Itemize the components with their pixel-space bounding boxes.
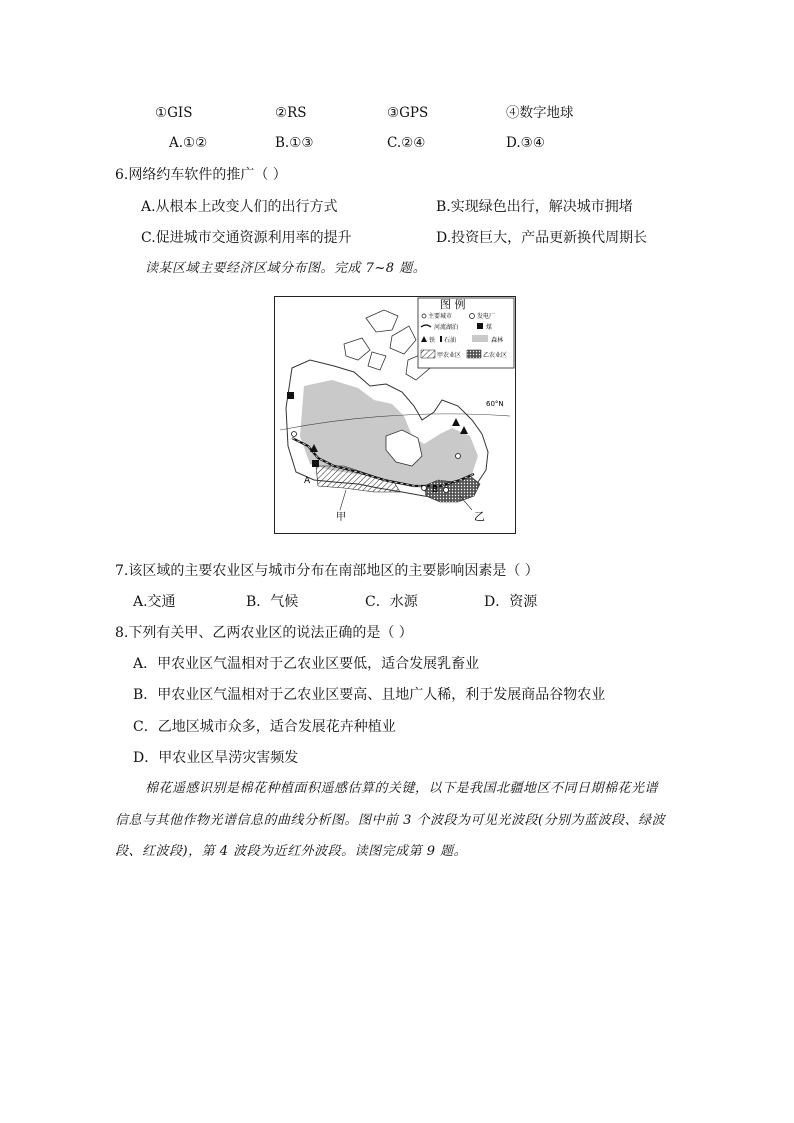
label-b: B xyxy=(432,485,439,495)
svg-text:森林: 森林 xyxy=(491,337,504,344)
q5-option-d: D.③④ xyxy=(506,135,545,151)
svg-text:乙农业区: 乙农业区 xyxy=(483,352,508,359)
q5-item-4: ④数字地球 xyxy=(506,105,574,121)
q6-option-a: A.从根本上改变人们的出行方式 xyxy=(141,199,338,215)
svg-text:河流湖泊: 河流湖泊 xyxy=(434,324,459,331)
q8-option-d: D．甲农业区旱涝灾害频发 xyxy=(133,750,299,766)
intro-7-8: 读某区域主要经济区域分布图。完成 7~8 题。 xyxy=(145,261,427,276)
coal-symbol xyxy=(287,392,294,399)
q5-option-b: B.①③ xyxy=(275,135,314,151)
q5-item-2: ②RS xyxy=(275,105,307,121)
q7-option-d: D．资源 xyxy=(484,594,538,610)
q6-option-b: B.实现绿色出行，解决城市拥堵 xyxy=(436,199,633,215)
map-legend xyxy=(418,297,514,368)
legend-title: 图 例 xyxy=(440,298,466,311)
q7-option-c: C．水源 xyxy=(365,594,418,610)
q6-option-c: C.促进城市交通资源利用率的提升 xyxy=(141,230,352,246)
canada-economic-map xyxy=(274,296,516,534)
svg-text:甲农业区: 甲农业区 xyxy=(437,352,462,359)
q5-item-3: ③GPS xyxy=(387,105,429,121)
label-yi: 乙 xyxy=(474,510,485,523)
q7-stem: 7.该区域的主要农业区与城市分布在南部地区的主要影响因素是（ ） xyxy=(115,563,539,579)
q9-intro-line-2: 信息与其他作物光谱信息的曲线分析图。图中前 3 个波段为可见光波段(分别为蓝波段、绿波 xyxy=(115,813,666,828)
q7-option-b: B．气候 xyxy=(246,594,299,610)
coal-symbol xyxy=(312,460,319,467)
svg-text:主要城市: 主要城市 xyxy=(428,313,453,320)
q5-option-c: C.②④ xyxy=(387,135,426,151)
q8-stem: 8.下列有关甲、乙两农业区的说法正确的是（ ） xyxy=(115,625,413,641)
q6-option-d: D.投资巨大，产品更新换代周期长 xyxy=(436,230,648,246)
q8-option-b: B．甲农业区气温相对于乙农业区要高、且地广人稀，利于发展商品谷物农业 xyxy=(133,687,606,703)
label-jia: 甲 xyxy=(336,512,346,523)
svg-text:石油: 石油 xyxy=(444,337,457,344)
q8-option-c: C．乙地区城市众多，适合发展花卉种植业 xyxy=(133,719,396,735)
q9-intro-line-3: 段、红波段)，第 4 波段为近红外波段。读图完成第 9 题。 xyxy=(115,844,468,859)
q9-intro-line-1: 棉花遥感识别是棉花种植面积遥感估算的关键，以下是我国北疆地区不同日期棉花光谱 xyxy=(145,781,659,796)
svg-text:煤: 煤 xyxy=(486,324,493,331)
q6-stem: 6.网络约车软件的推广（ ） xyxy=(115,167,287,183)
q5-item-1: ①GIS xyxy=(155,105,193,121)
q7-option-a: A.交通 xyxy=(133,594,176,610)
q8-option-a: A．甲农业区气温相对于乙农业区要低，适合发展乳畜业 xyxy=(133,656,480,672)
svg-text:铁: 铁 xyxy=(429,337,436,344)
q5-option-a: A.①② xyxy=(169,135,208,151)
latitude-label: 60°N xyxy=(486,400,504,408)
svg-text:发电厂: 发电厂 xyxy=(477,313,496,320)
label-a: A xyxy=(304,476,311,486)
